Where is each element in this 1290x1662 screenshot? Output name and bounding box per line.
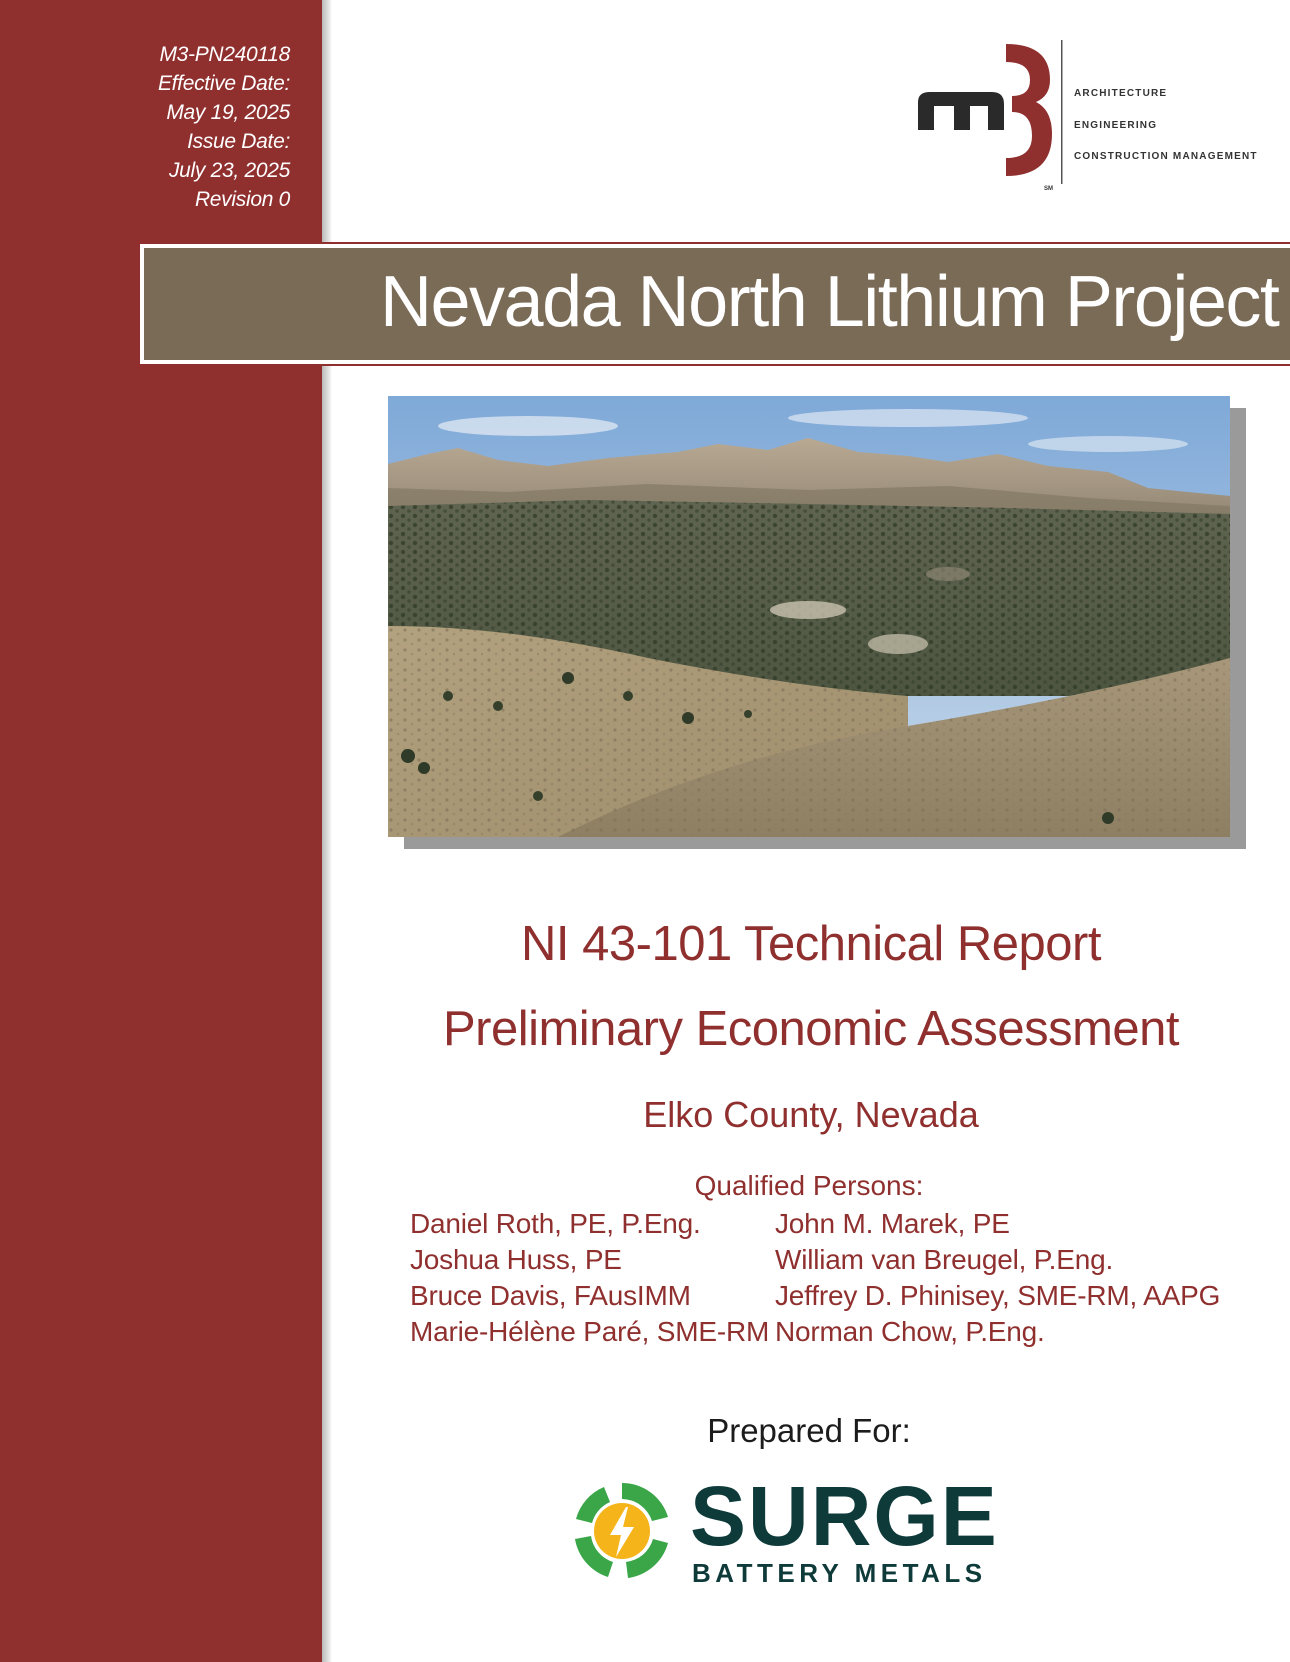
client-logo-wordmark: SURGE bbox=[690, 1469, 999, 1563]
issue-date-label: Issue Date: bbox=[187, 130, 290, 153]
qualified-person: Norman Chow, P.Eng. bbox=[775, 1316, 1045, 1347]
qualified-person: Daniel Roth, PE, P.Eng. bbox=[410, 1208, 701, 1239]
lightning-bolt-icon bbox=[568, 1477, 676, 1585]
qualified-persons-list bbox=[410, 1206, 1230, 1350]
document-meta-block bbox=[158, 40, 290, 214]
qualified-person: William van Breugel, P.Eng. bbox=[775, 1244, 1114, 1275]
qualified-person: Bruce Davis, FAusIMM bbox=[410, 1280, 691, 1311]
effective-date-label: Effective Date: bbox=[157, 72, 290, 95]
prepared-for-label: Prepared For: bbox=[707, 1412, 911, 1449]
m3-service-mark: SM bbox=[1044, 186, 1053, 192]
effective-date: May 19, 2025 bbox=[166, 101, 290, 124]
page-title: Nevada North Lithium Project bbox=[380, 262, 1279, 342]
m3-tagline-construction: CONSTRUCTION MANAGEMENT bbox=[1074, 151, 1258, 162]
report-subtitle: Preliminary Economic Assessment bbox=[442, 1002, 1180, 1056]
landscape-photo bbox=[388, 396, 1230, 837]
qualified-person: Marie-Hélène Paré, SME-RM bbox=[410, 1316, 770, 1347]
revision: Revision 0 bbox=[194, 188, 290, 211]
m3-tagline-engineering: ENGINEERING bbox=[1074, 119, 1158, 131]
client-logo-subtitle: BATTERY METALS bbox=[692, 1558, 987, 1588]
landscape-image bbox=[388, 396, 1230, 837]
project-location: Elko County, Nevada bbox=[643, 1094, 979, 1135]
project-number: M3-PN240118 bbox=[159, 43, 290, 66]
issue-date: July 23, 2025 bbox=[168, 159, 290, 182]
qualified-persons-heading: Qualified Persons: bbox=[694, 1170, 924, 1201]
qualified-person: Joshua Huss, PE bbox=[410, 1244, 622, 1275]
m3-taglines bbox=[1074, 78, 1258, 173]
m3-tagline-architecture: ARCHITECTURE bbox=[1074, 88, 1168, 99]
report-title: NI 43-101 Technical Report bbox=[521, 917, 1101, 971]
qualified-person: John M. Marek, PE bbox=[775, 1208, 1010, 1239]
qualified-person: Jeffrey D. Phinisey, SME-RM, AAPG bbox=[775, 1280, 1221, 1311]
